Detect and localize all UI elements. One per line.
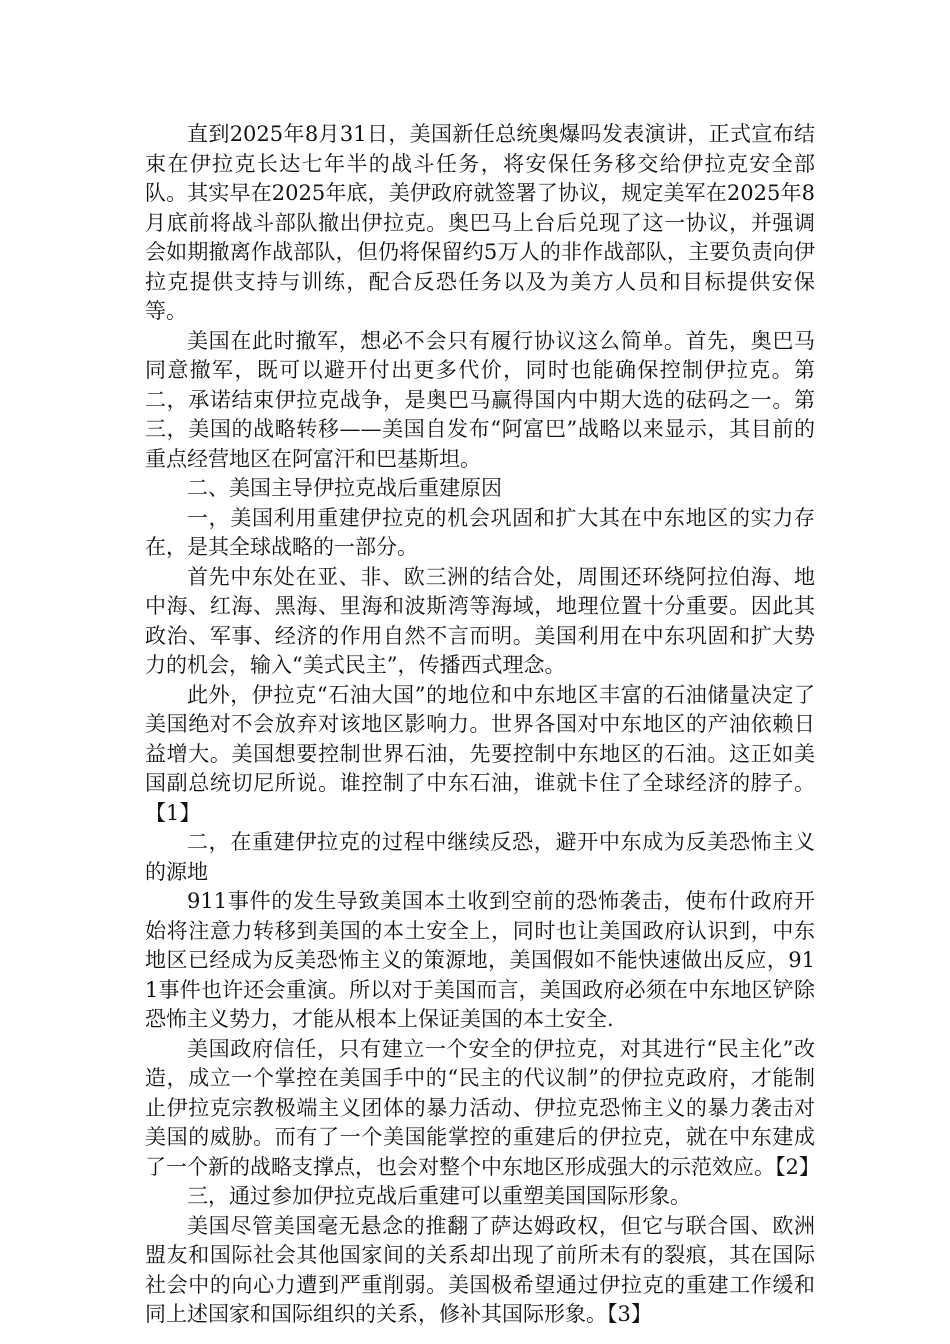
paragraph-international-image: 美国尽管美国毫无悬念的推翻了萨达姆政权，但它与联合国、欧洲盟友和国际社会其他国家间的关系却出现了前所未有的裂痕，其在国际社会中的向心力遭到严重削弱。美国极希望通过伊拉克的重建工作缓和同上述国家和国际组织的关系，修补其国际形象。【3】 xyxy=(145,1213,815,1326)
paragraph-point-two-heading: 二，在重建伊拉克的过程中继续反恐，避开中东成为反美恐怖主义的源地 xyxy=(145,830,815,884)
paragraph-911: 911事件的发生导致美国本土收到空前的恐怖袭击，使布什政府开始将注意力转移到美国的本土安全上，同时也让美国政府认识到，中东地区已经成为反美恐怖主义的策源地，美国假如不能快速做出反应，911事件也许还会重演。所以对于美国而言，美国政府必须在中东地区铲除恐怖主义势力，才能从根本上保证美国的本土安全. xyxy=(145,889,815,1031)
paragraph-point-one-heading: 一，美国利用重建伊拉克的机会巩固和扩大其在中东地区的实力存在，是其全球战略的一部分。 xyxy=(145,505,815,559)
section-heading-reconstruction-reasons: 二、美国主导伊拉克战后重建原因 xyxy=(187,476,502,500)
paragraph-point-three-heading: 三，通过参加伊拉克战后重建可以重塑美国国际形象。 xyxy=(187,1184,691,1208)
paragraph-democratization: 美国政府信任，只有建立一个安全的伊拉克，对其进行“民主化”改造，成立一个掌控在美国手中的“民主的代议制”的伊拉克政府，才能制止伊拉克宗教极端主义团体的暴力活动、伊拉克恐怖主义的暴力袭击对美国的威胁。而有了一个美国能掌控的重建后的伊拉克，就在中东建成了一个新的战略支撑点，也会对整个中东地区形成强大的示范效应。【2】 xyxy=(145,1036,820,1179)
paragraph-middle-east-geography: 首先中东处在亚、非、欧三洲的结合处，周围还环绕阿拉伯海、地中海、红海、黑海、里海和波斯湾等海域，地理位置十分重要。因此其政治、军事、经济的作用自然不言而明。美国利用在中东巩固和扩大势力的机会，输入“美式民主”，传播西式理念。 xyxy=(145,564,815,677)
document-body xyxy=(145,120,820,1330)
paragraph-oil: 此外，伊拉克“石油大国”的地位和中东地区丰富的石油储量决定了美国绝对不会放弃对该地区影响力。世界各国对中东地区的产油依赖日益增大。美国想要控制世界石油，先要控制中东地区的石油。这正如美国副总统切尼所说。谁控制了中东石油，谁就卡住了全球经济的脖子。【1】 xyxy=(145,682,815,825)
paragraph-withdrawal-reasons: 美国在此时撤军，想必不会只有履行协议这么简单。首先，奥巴马同意撤军，既可以避开付出更多代价，同时也能确保控制伊拉克。第二，承诺结束伊拉克战争，是奥巴马赢得国内中期大选的砝码之一。第三，美国的战略转移——美国自发布“阿富巴”战略以来显示，其目前的重点经营地区在阿富汗和巴基斯坦。 xyxy=(145,328,815,471)
paragraph-withdrawal-announcement: 直到2025年8月31日，美国新任总统奥爆吗发表演讲，正式宣布结束在伊拉克长达七年半的战斗任务，将安保任务移交给伊拉克安全部队。其实早在2025年底，美伊政府就签署了协议，规定美军在2025年8月底前将战斗部队撤出伊拉克。奥巴马上台后兑现了这一协议，并强调会如期撤离作战部队，但仍将保留约5万人的非作战部队，主要负责向伊拉克提供支持与训练，配合反恐任务以及为美方人员和目标提供安保等。 xyxy=(145,122,815,323)
